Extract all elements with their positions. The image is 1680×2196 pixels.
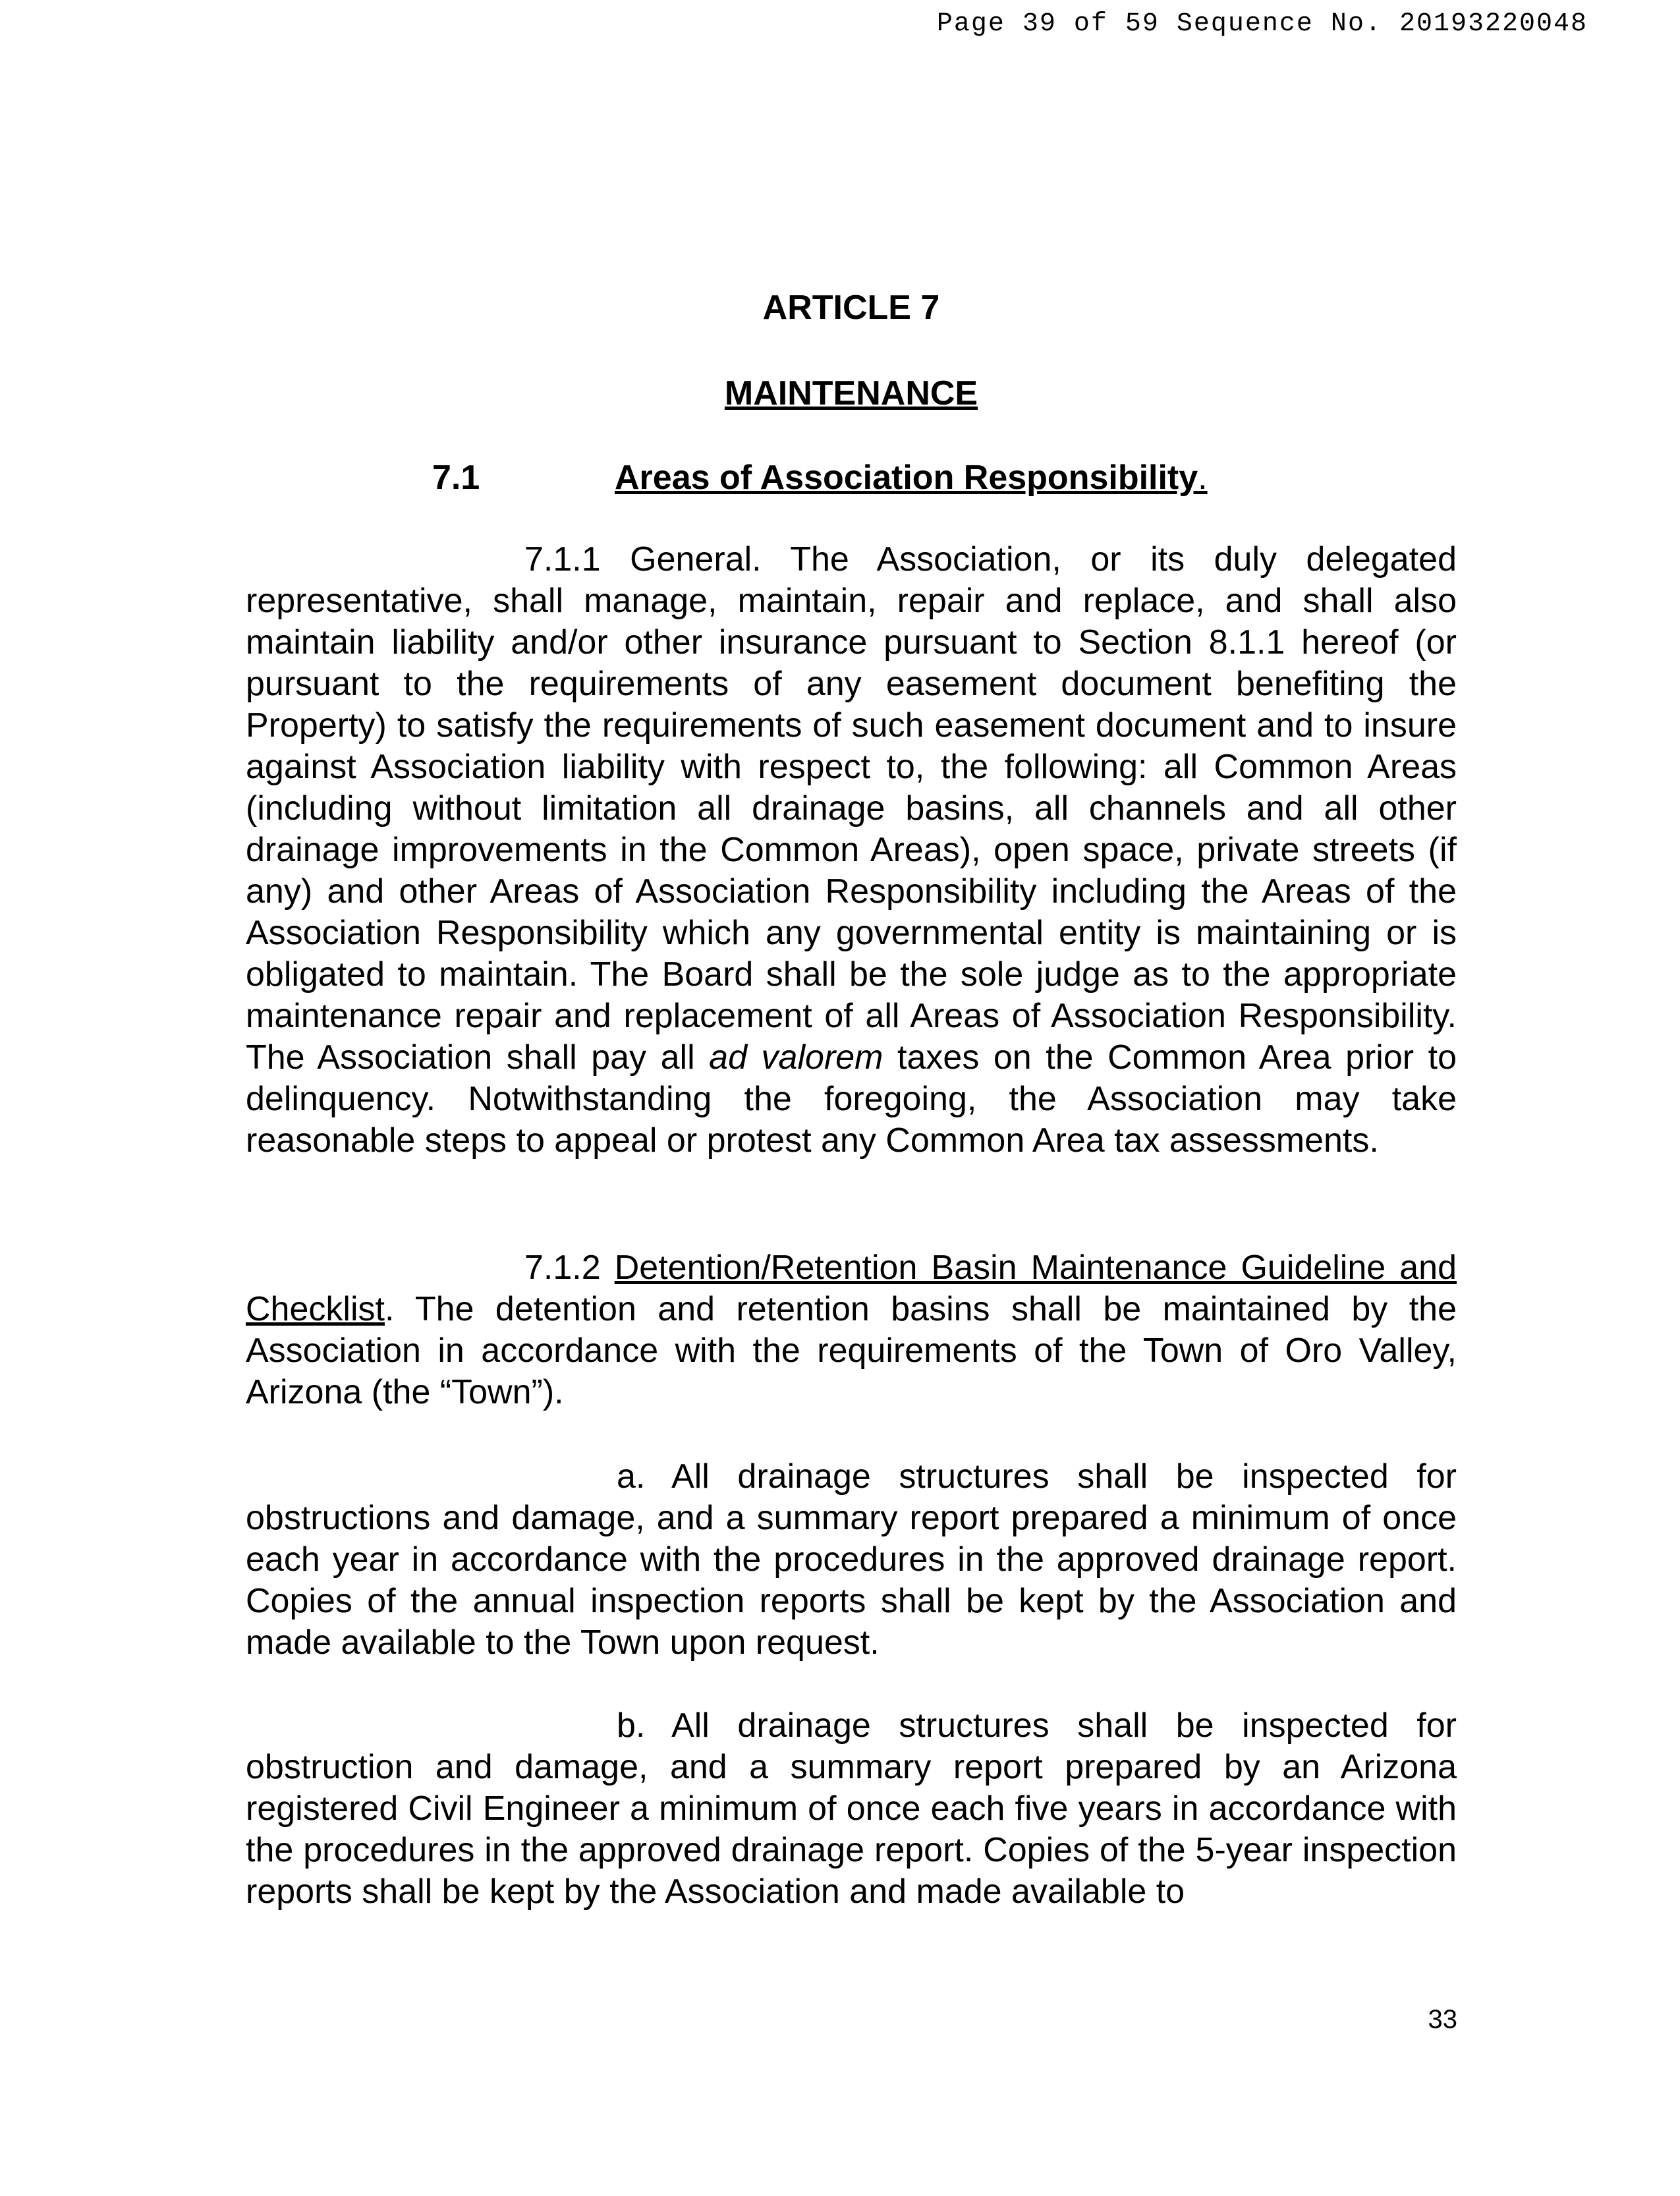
section-title-wrap [615,457,1208,499]
paragraph-7-1-2-number: 7.1.2 [524,1249,615,1287]
paragraph-7-1-1-part2: taxes on the Common Area prior to delinquency. Notwithstanding the foregoing, the Association may take reasonable steps to appeal or protest any Common Area tax assessments. [246,1038,1457,1160]
section-title: Areas of Association Responsibility [615,459,1198,497]
paragraph-7-1-2-title: Detention/Retention Basin Maintenance Guideline and Checklist [246,1249,1457,1328]
section-title-period: . [1198,459,1208,497]
section-heading [432,457,1208,499]
article-title-text: MAINTENANCE [724,374,978,412]
ad-valorem-italic: ad valorem [709,1038,883,1077]
paragraph-7-1-1 [246,539,1457,1162]
paragraph-7-1-2 [246,1247,1457,1413]
paragraph-7-1-2-body: . The detention and retention basins shall be maintained by the Association in accordance with the requirements of the Town of Oro Valley, Arizona (the “Town”). [246,1290,1457,1411]
article-number: ARTICLE 7 [762,289,940,327]
page-number: 33 [1428,2005,1457,2034]
paragraph-a: a. All drainage structures shall be inspected for obstructions and damage, and a summary report prepared a minimum of once each year in accordance with the procedures in the approved drainage report. Copies of the annual inspection reports shall be kept by the Association and made available to the Town upon request. [246,1457,1457,1662]
paragraph-7-1-1-part1: 7.1.1 General. The Association, or its duly delegated representative, shall manage, maintain, repair and replace, and shall also maintain liability and/or other insurance pursuant to Section 8.1.1 hereof (or pursuant to the requirements of any easement document benefiting the Property) to satisfy the requirements of such easement document and to insure against Association liability with respect to, the following: all Common Areas (including without limitation all drainage basins, all channels and all other drainage improvements in the Common Areas), open space, private streets (if any) and other Areas of Association Responsibility including the Areas of the Association Responsibility which any governmental entity is maintaining or is obligated to maintain. The Board shall be the sole judge as to the appropriate maintenance repair and replacement of all Areas of Association Responsibility. The Association shall pay all [246,540,1457,1077]
article-title [246,373,1457,414]
section-number: 7.1 [432,459,480,497]
paragraph-b: b. All drainage structures shall be inspected for obstruction and damage, and a summary report prepared by an Arizona registered Civil Engineer a minimum of once each five years in accordance with the procedures in the approved drainage report. Copies of the 5-year inspection reports shall be kept by the Association and made available to [246,1706,1457,1911]
page-sequence-stamp: Page 39 of 59 Sequence No. 20193220048 [936,9,1588,39]
